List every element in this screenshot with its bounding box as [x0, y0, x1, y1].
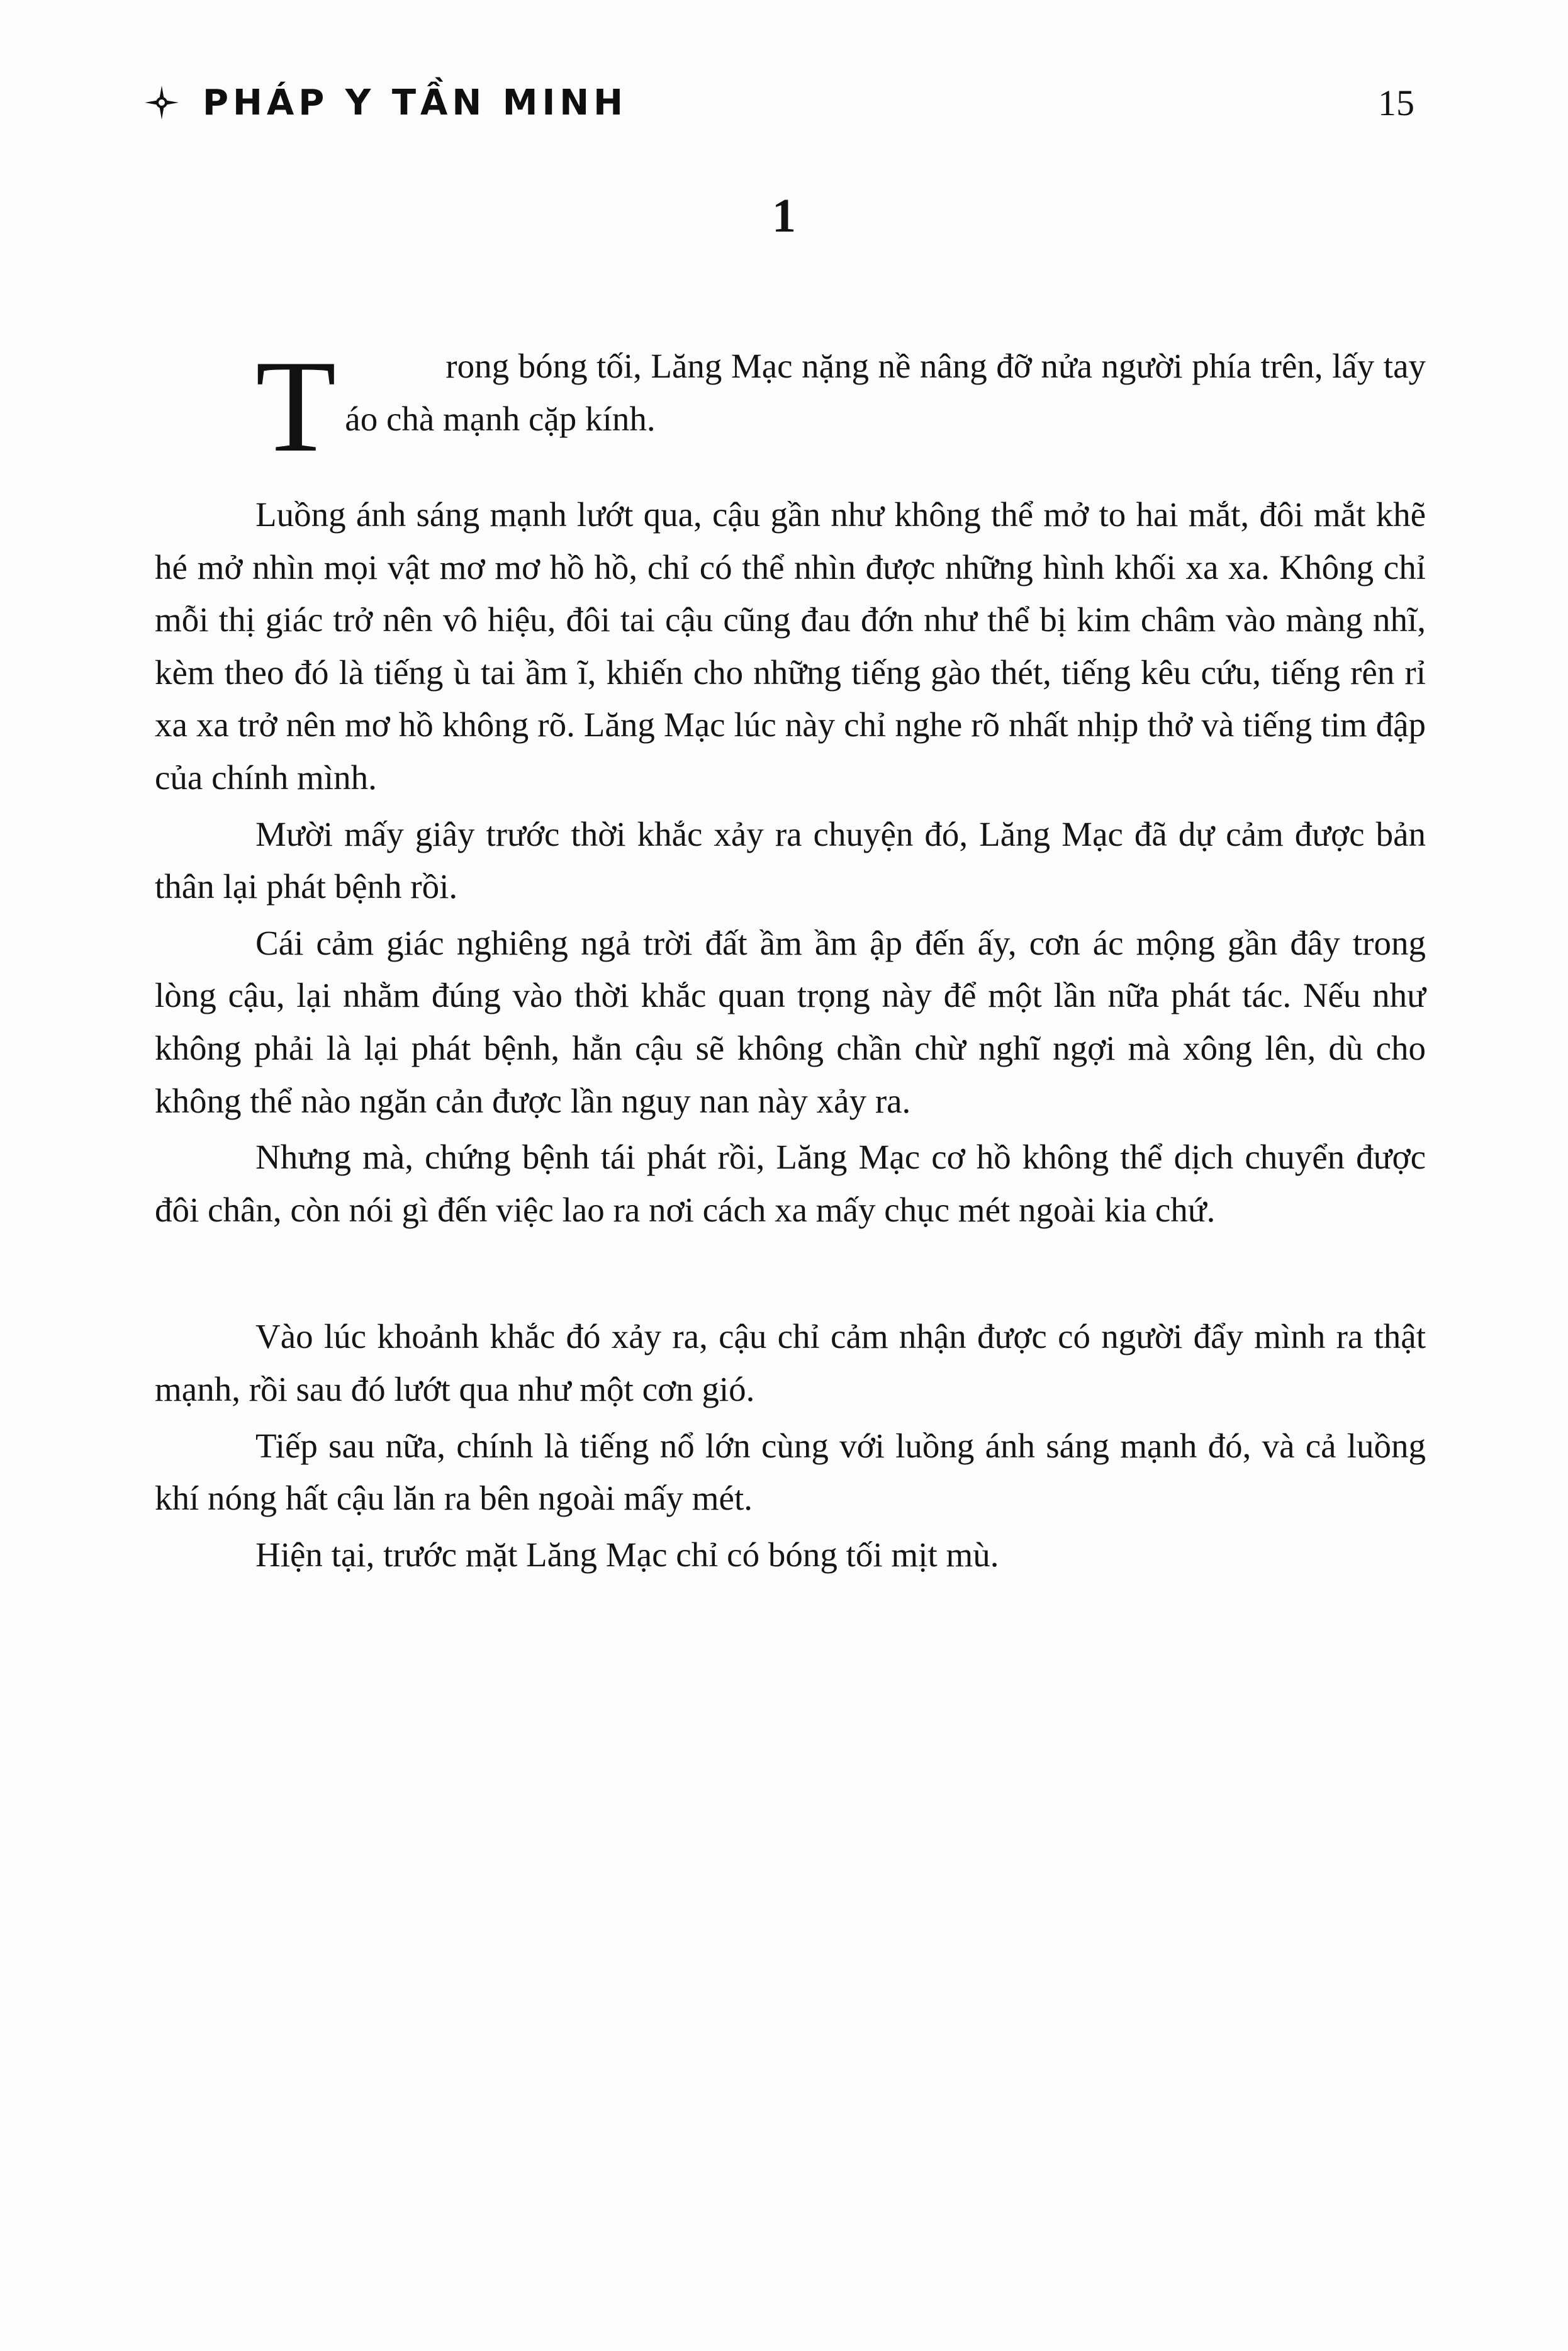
paragraph-7: Tiếp sau nữa, chính là tiếng nổ lớn cùng với luồng ánh sáng mạnh đó, và cả luồng khí nóng hất cậu lăn ra bên ngoài mấy mét. — [155, 1426, 1426, 1518]
paragraph-break-spacer — [155, 1240, 1426, 1310]
paragraph-2: Luồng ánh sáng mạnh lướt qua, cậu gần như không thể mở to hai mắt, đôi mắt khẽ hé mở nhìn mọi vật mơ mơ hồ hồ, chỉ có thể nhìn được những hình khối xa xa. Không chỉ mỗi thị giác trở nên vô hiệu, đôi tai cậu cũng đau đớn như thể bị kim châm vào màng nhĩ, kèm theo đó là tiếng ù tai ầm ĩ, khiến cho những tiếng gào thét, tiếng kêu cứu, tiếng rên rỉ xa xa trở nên mơ hồ không rõ. Lăng Mạc lúc này chỉ nghe rõ nhất nhịp thở và tiếng tim đập của chính mình. — [155, 495, 1426, 797]
running-head-left — [143, 82, 627, 123]
body-text — [155, 334, 1426, 1585]
paragraph-3: Mười mấy giây trước thời khắc xảy ra chuyện đó, Lăng Mạc đã dự cảm được bản thân lại phát bệnh rồi. — [155, 814, 1426, 906]
chapter-number: 1 — [772, 189, 796, 242]
paragraph-4: Cái cảm giác nghiêng ngả trời đất ầm ầm ập đến ấy, cơn ác mộng gần đây trong lòng cậu, lại nhằm đúng vào thời khắc quan trọng này để một lần nữa phát tác. Nếu như không phải là lại phát bệnh, hẳn cậu sẽ không chần chừ nghĩ ngợi mà xông lên, dù cho không thể nào ngăn cản được lần nguy nan này xảy ra. — [155, 923, 1426, 1120]
page-number: 15 — [1378, 82, 1414, 123]
paragraph-5: Nhưng mà, chứng bệnh tái phát rồi, Lăng Mạc cơ hồ không thể dịch chuyển được đôi chân, còn nói gì đến việc lao ra nơi cách xa mấy chục mét ngoài kia chứ. — [155, 1138, 1426, 1229]
paragraph-8: Hiện tại, trước mặt Lăng Mạc chỉ có bóng tối mịt mù. — [255, 1535, 999, 1574]
running-head — [143, 68, 1425, 137]
paragraph-1-text: rong bóng tối, Lăng Mạc nặng nề nâng đỡ nửa người phía trên, lấy tay áo chà mạnh cặp kính. — [345, 347, 1426, 438]
drop-cap-letter: T — [255, 334, 337, 480]
paragraph-6: Vào lúc khoảnh khắc đó xảy ra, cậu chỉ cảm nhận được có người đẩy mình ra thật mạnh, rồi sau đó lướt qua như một cơn gió. — [155, 1317, 1426, 1408]
compass-rose-ornament-icon — [143, 84, 180, 121]
running-head-title: PHÁP Y TẦN MINH — [203, 82, 628, 123]
paragraph-1 — [155, 334, 1426, 485]
